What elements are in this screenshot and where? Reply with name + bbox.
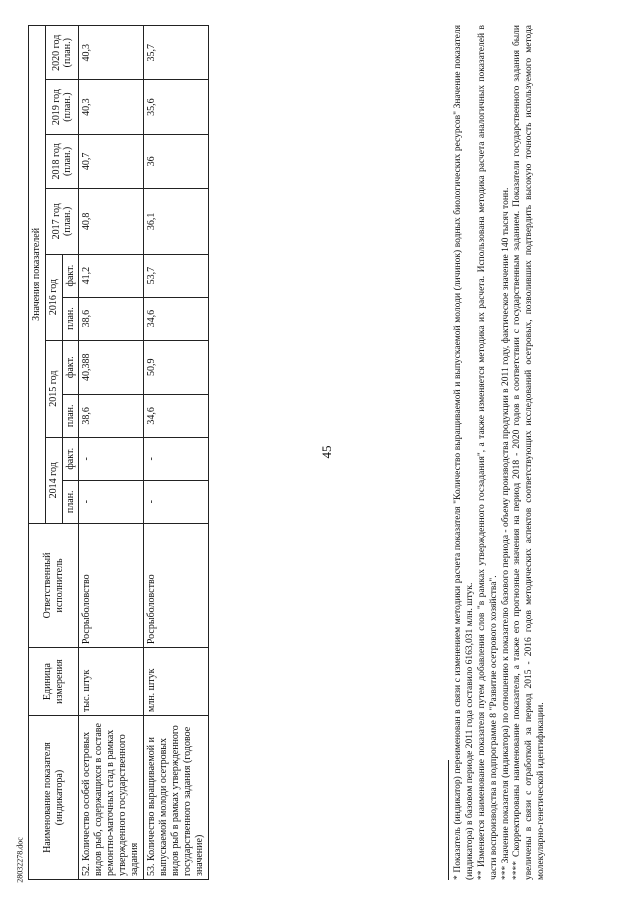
value-2020: 35,7 [144,26,209,80]
executor-cell: Росрыболовство [144,523,209,647]
footnote-divider [448,760,449,880]
value-2014-plan: - [144,480,209,523]
footnote-4: **** Скорректированы наименование показателя, а также его прогнозные значения на период 2018 - 2020 годов в соответствии с государственным заданием. Показатели государственного задания были увеличены в связи с отработкой за период 2015 - 2016 годов методических аспектов соответствующих исследований осетровых, позволивших подтвердить высокую точность используемого метода молекулярно-генетической идентификации. [512,25,547,880]
header-2019: 2019 год (план.) [46,80,79,134]
rotated-content [8,15,618,890]
header-2018: 2018 год (план.) [46,134,79,188]
value-2015-plan: 38,6 [79,394,144,437]
value-2014-fact: - [144,437,209,480]
value-2020: 40,3 [79,26,144,80]
indicator-name: 52. Количество особей осетровых видов рыб, содержащихся в составе ремонтно-маточных стад в рамках утвержденного государственного задания [79,716,144,880]
footnote-3: *** Значение показателя (индикатора) по отношению к показателю базового периода - объему производства продукции в 2011 году, фактическое значение 140 тысяч тонн. [500,187,511,880]
header-2020: 2020 год (план.) [46,26,79,80]
value-2017: 40,8 [79,189,144,255]
table-row [144,26,209,880]
value-2016-plan: 34,6 [144,297,209,340]
value-2016-plan: 38,6 [79,297,144,340]
value-2015-plan: 34,6 [144,394,209,437]
indicator-name: 53. Количество выращиваемой и выпускаемой молоди осетровых видов рыб в рамках утвержденного государственного задания (годовое значение) [144,716,209,880]
header-2014: 2014 год [46,437,63,523]
table-body [79,26,209,880]
value-2016-fact: 53,7 [144,254,209,297]
indicators-table [28,25,209,880]
header-2015: 2015 год [46,340,63,437]
footnote-2: ** Изменяется наименование показателя путем добавления слов "в рамках утвержденного госзадания", а также изменяется методика их расчета. Использована методика расчета аналогичных показателей в части воспроизводства в подпрограмме 8 "Развитие осетрового хозяйства". [476,25,499,880]
value-2018: 36 [144,134,209,188]
header-2015-plan: план. [63,394,79,437]
header-2017: 2017 год (план.) [46,189,79,255]
value-2018: 40,7 [79,134,144,188]
footnotes [453,25,548,880]
value-2015-fact: 40,388 [79,340,144,394]
document-id: 28032278.doc [15,837,25,883]
header-2014-plan: план. [63,480,79,523]
value-2017: 36,1 [144,189,209,255]
header-2016: 2016 год [46,254,63,340]
header-2016-plan: план. [63,297,79,340]
header-unit: Единица измерения [29,648,79,716]
value-2016-fact: 41,2 [79,254,144,297]
value-2015-fact: 50,9 [144,340,209,394]
header-executor: Ответственный исполнитель [29,523,79,647]
footnote-1: * Показатель (индикатор) переименован в связи с изменением методики расчета показателя "Количество выращиваемой и выпускаемой молоди (личинок) водных биологических ресурсов" Значение показателя (индикатора) в базовом периоде 2011 года составило 6163,031 млн. штук. [453,25,475,880]
executor-cell: Росрыболовство [79,523,144,647]
value-2019: 40,3 [79,80,144,134]
page-number: 45 [319,445,334,459]
value-2019: 35,6 [144,80,209,134]
header-indicator: Наименование показателя (индикатора) [29,716,79,880]
header-2014-fact: факт. [63,437,79,480]
unit-cell: млн. штук [144,648,209,716]
header-values: Значения показателей [29,26,46,524]
unit-cell: тыс. штук [79,648,144,716]
table-header [29,26,79,880]
value-2014-plan: - [79,480,144,523]
header-2016-fact: факт. [63,254,79,297]
header-2015-fact: факт. [63,340,79,394]
table-row [79,26,144,880]
value-2014-fact: - [79,437,144,480]
